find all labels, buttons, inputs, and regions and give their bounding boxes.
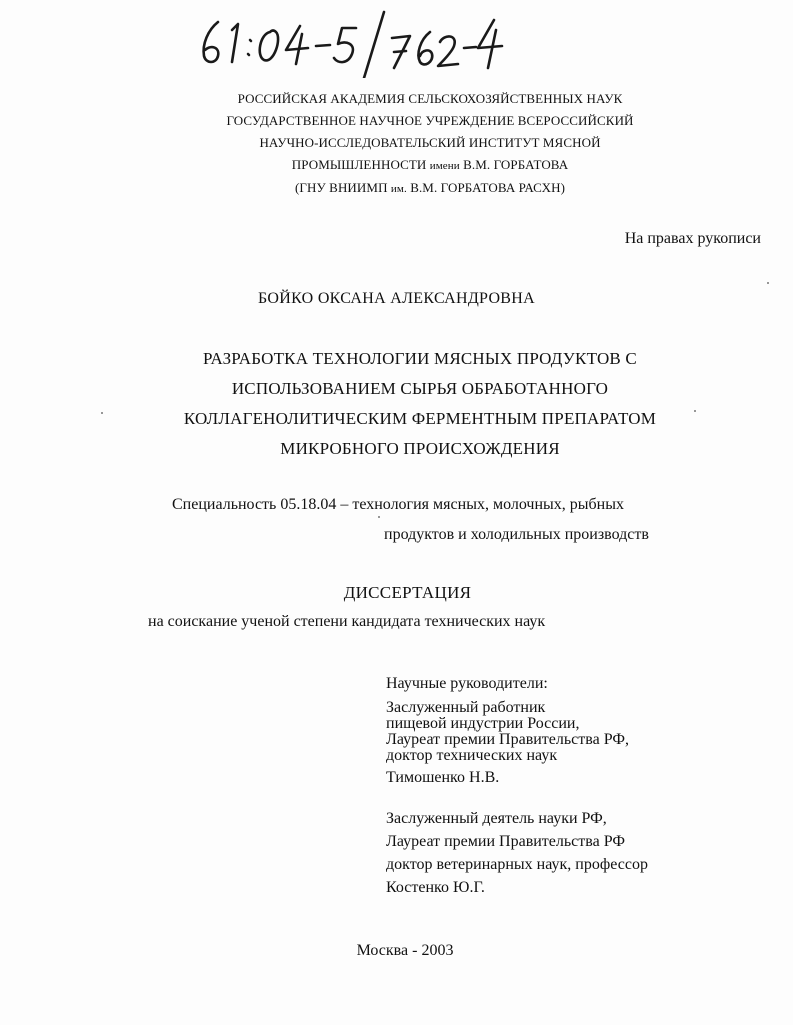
author-name: БОЙКО ОКСАНА АЛЕКСАНДРОВНА: [258, 290, 535, 307]
handwritten-archive-number: [196, 8, 506, 78]
title-line: РАЗРАБОТКА ТЕХНОЛОГИИ МЯСНЫХ ПРОДУКТОВ С: [203, 349, 637, 368]
city-year: Москва - 2003: [356, 942, 454, 959]
supervisor-second: [386, 807, 648, 899]
institution-line: НАУЧНО-ИССЛЕДОВАТЕЛЬСКИЙ ИНСТИТУТ МЯСНОЙ: [259, 135, 601, 150]
title-line: КОЛЛАГЕНОЛИТИЧЕСКИМ ФЕРМЕНТНЫМ ПРЕПАРАТОМ: [183, 409, 657, 428]
institution-line: РОССИЙСКАЯ АКАДЕМИЯ СЕЛЬСКОХОЗЯЙСТВЕННЫХ НАУК: [237, 91, 623, 106]
document-type: ДИССЕРТАЦИЯ: [343, 583, 472, 602]
title-line: ИСПОЛЬЗОВАНИЕМ СЫРЬЯ ОБРАБОТАННОГО: [231, 379, 609, 398]
institution-line5-a: (ГНУ ВНИИМП: [294, 180, 388, 195]
supervisor-title-line: Лауреат премии Правительства РФ: [386, 833, 625, 850]
specialty-line-1: Специальность 05.18.04 – технология мясных, молочных, рыбных: [172, 496, 624, 513]
institution-line: ГОСУДАРСТВЕННОЕ НАУЧНОЕ УЧРЕЖДЕНИЕ ВСЕРОССИЙСКИЙ: [226, 113, 634, 128]
institution-line: [30, 154, 793, 177]
supervisors-heading: Научные руководители:: [386, 675, 548, 692]
institution-line5-b: им.: [390, 183, 407, 195]
scan-speck: [694, 410, 696, 412]
supervisor-first: [386, 700, 629, 786]
title-line: МИКРОБНОГО ПРОИСХОЖДЕНИЯ: [280, 439, 560, 458]
supervisor-title-line: доктор технических наук: [386, 747, 558, 764]
supervisor-title-line: доктор ветеринарных наук, профессор: [386, 856, 648, 873]
scan-speck: [378, 516, 380, 518]
supervisor-title-line: Заслуженный деятель науки РФ,: [386, 810, 607, 827]
institution-line4-b: имени: [429, 160, 460, 172]
supervisor-title-line: Лауреат премии Правительства РФ,: [386, 731, 629, 748]
institution-line4-a: ПРОМЫШЛЕННОСТИ: [291, 157, 427, 172]
institution-line: [30, 177, 793, 200]
supervisor-name: Костенко Ю.Г.: [386, 879, 485, 896]
institution-block: [30, 88, 793, 200]
manuscript-rights-note: На правах рукописи: [624, 230, 761, 247]
dissertation-title: [90, 344, 750, 464]
degree-statement: на соискание ученой степени кандидата технических наук: [148, 613, 546, 630]
supervisor-name: Тимошенко Н.В.: [386, 769, 500, 786]
scan-speck: [101, 412, 103, 414]
specialty-line-2: продуктов и холодильных производств: [384, 526, 649, 543]
scan-speck: [767, 282, 769, 284]
institution-line4-c: В.М. ГОРБАТОВА: [463, 157, 569, 172]
institution-line5-c: В.М. ГОРБАТОВА РАСХН): [410, 180, 566, 195]
supervisor-title-line: Заслуженный работник: [386, 699, 546, 716]
supervisor-title-line: пищевой индустрии России,: [386, 715, 580, 732]
handwriting-drawing: [196, 8, 506, 78]
